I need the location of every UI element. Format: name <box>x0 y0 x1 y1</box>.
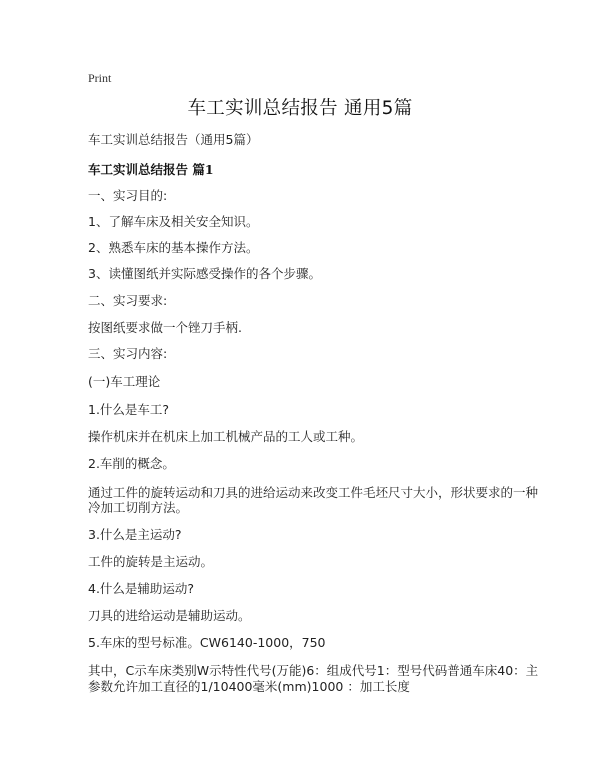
print-label: Print <box>88 71 112 85</box>
heading-requirements: 二、实习要求: <box>88 293 168 308</box>
paragraph: 按图纸要求做一个锉刀手柄. <box>88 320 242 335</box>
document-title: 车工实训总结报告 通用5篇 <box>187 98 413 119</box>
question: 3.什么是主运动? <box>88 527 182 542</box>
list-item: 3、读懂图纸并实际感受操作的各个步骤。 <box>88 266 321 281</box>
question: 4.什么是辅助运动? <box>88 581 195 596</box>
section-heading: 车工实训总结报告 篇1 <box>88 162 214 177</box>
subheading-theory: (一)车工理论 <box>88 374 161 389</box>
heading-purpose: 一、实习目的: <box>88 188 168 203</box>
answer: 刀具的进给运动是辅助运动。 <box>88 608 251 623</box>
list-item: 2、熟悉车床的基本操作方法。 <box>88 240 259 255</box>
answer: 操作机床并在机床上加工机械产品的工人或工种。 <box>88 429 364 444</box>
question: 5.车床的型号标准。CW6140-1000，750 <box>88 635 326 650</box>
answer: 工件的旋转是主运动。 <box>88 554 214 569</box>
model-explanation-line-1: 其中，C示车床类别W示特性代号(万能)6：组成代号1：型号代码普通车床40：主 <box>88 663 539 678</box>
question: 1.什么是车工? <box>88 402 170 417</box>
question: 2.车削的概念。 <box>88 456 175 471</box>
answer-line-1: 通过工件的旋转运动和刀具的进给运动来改变工件毛坯尺寸大小，形状要求的一种 <box>88 485 539 500</box>
model-explanation-line-2: 参数允许加工直径的1/10400毫米(mm)1000 ：加工长度 <box>88 679 410 694</box>
heading-content: 三、实习内容: <box>88 346 168 361</box>
document-subtitle: 车工实训总结报告（通用5篇） <box>88 132 259 147</box>
answer-line-2: 冷加工切削方法。 <box>88 500 189 515</box>
list-item: 1、了解车床及相关安全知识。 <box>88 214 259 229</box>
